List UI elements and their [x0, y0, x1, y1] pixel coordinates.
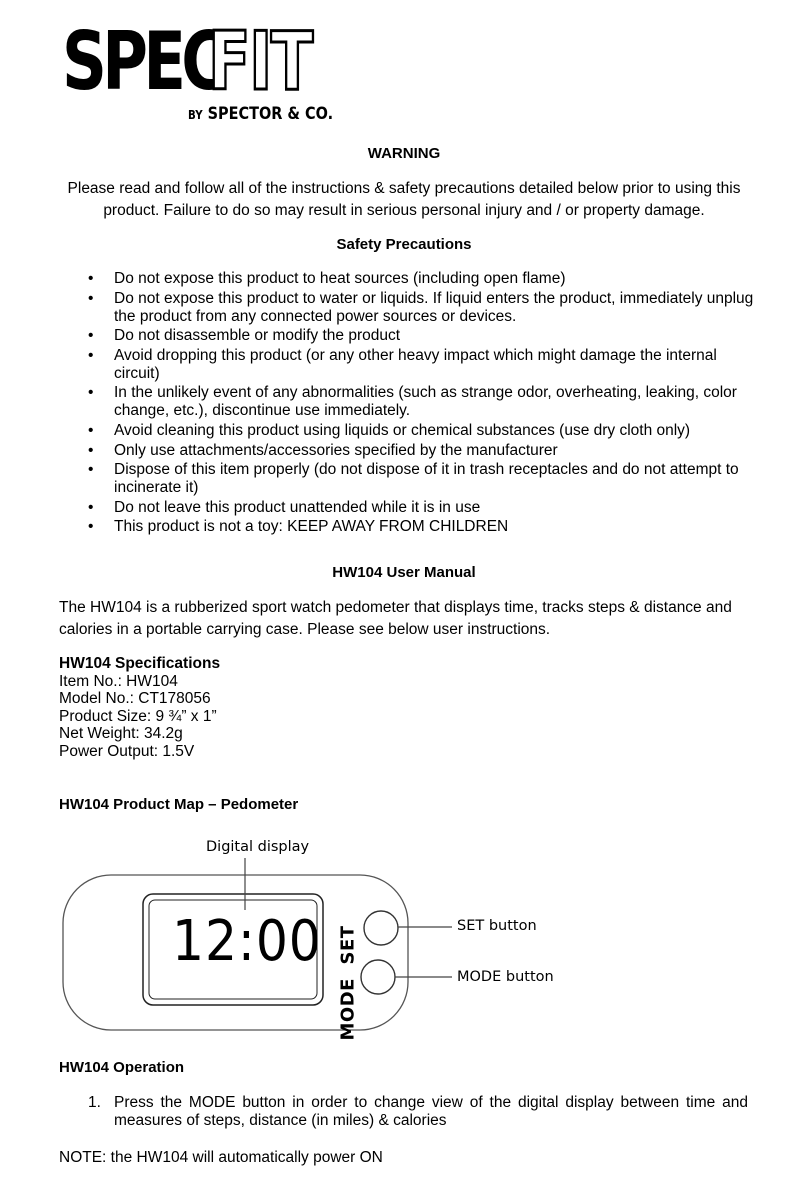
- spec-line: Model No.: CT178056: [59, 690, 211, 708]
- mode-button: [361, 960, 395, 994]
- set-button: [364, 911, 398, 945]
- logo-byline-name: SPECTOR & CO.: [207, 104, 334, 124]
- manual-intro-line-2: calories in a portable carrying case. Please see below user instructions.: [59, 621, 551, 638]
- manual-intro: [59, 597, 759, 641]
- safety-item: • Dispose of this item properly (do not dispose of it in trash receptacles and do not attempt to incinerate it): [80, 461, 760, 497]
- brand-logo: [60, 15, 334, 124]
- safety-item: • Do not expose this product to heat sources (including open flame): [80, 270, 760, 288]
- set-button-label: SET button: [457, 918, 537, 934]
- safety-item: • Only use attachments/accessories specified by the manufacturer: [80, 442, 760, 460]
- digital-display-label: Digital display: [206, 839, 310, 855]
- operation-step-number: 1.: [88, 1094, 101, 1111]
- pedometer-diagram: [0, 830, 808, 1045]
- operation-step-text: Press the MODE button in order to change view of the digital display between time and measures of steps, distance (in miles) & calories: [114, 1094, 748, 1129]
- safety-list: [80, 270, 760, 538]
- manual-intro-line-1: The HW104 is a rubberized sport watch pedometer that displays time, tracks steps & distance and: [59, 599, 732, 616]
- spec-line: Item No.: HW104: [59, 672, 178, 690]
- safety-heading: Safety Precautions: [336, 236, 472, 253]
- operation-note: NOTE: the HW104 will automatically power ON: [59, 1149, 383, 1166]
- logo-byline: [188, 104, 333, 124]
- safety-item: • This product is not a toy: KEEP AWAY FROM CHILDREN: [80, 518, 760, 536]
- warning-heading: WARNING: [367, 145, 441, 162]
- safety-item: • Avoid cleaning this product using liquids or chemical substances (use dry cloth only): [80, 422, 760, 440]
- spec-line: Product Size: 9 ¾” x 1”: [59, 707, 217, 725]
- safety-item: • Do not leave this product unattended while it is in use: [80, 499, 760, 517]
- specs-heading: HW104 Specifications: [59, 655, 221, 672]
- product-map-heading: HW104 Product Map – Pedometer: [59, 796, 299, 813]
- safety-item: • Do not disassemble or modify the product: [80, 327, 760, 345]
- warning-line-2: product. Failure to do so may result in serious personal injury and / or property damage.: [103, 202, 705, 219]
- warning-line-1: Please read and follow all of the instructions & safety precautions detailed below prior to using this: [67, 180, 741, 197]
- safety-item: • In the unlikely event of any abnormalities (such as strange odor, overheating, leaking, color change, etc.), discontinue use immediately.: [80, 384, 760, 420]
- safety-item: • Do not expose this product to water or liquids. If liquid enters the product, immediately unplug the product from any connected power sources or devices.: [80, 290, 760, 326]
- display-time: 12:00: [172, 909, 322, 974]
- specs-lines: [59, 673, 759, 761]
- mode-print: MODE: [337, 978, 359, 1041]
- mode-button-label: MODE button: [457, 969, 554, 985]
- spec-line: Net Weight: 34.2g: [59, 725, 183, 743]
- set-print: SET: [337, 925, 359, 965]
- spec-line: Power Output: 1.5V: [59, 742, 195, 760]
- warning-paragraph: [40, 178, 768, 222]
- safety-item: • Avoid dropping this product (or any other heavy impact which might damage the internal circuit): [80, 347, 760, 383]
- logo-fit-text: FIT: [208, 15, 312, 108]
- operation-heading: HW104 Operation: [59, 1059, 185, 1076]
- button-print: [333, 902, 359, 1041]
- manual-heading: HW104 User Manual: [332, 564, 476, 581]
- logo-by-small: BY: [188, 108, 203, 122]
- specs-block: [59, 655, 759, 761]
- logo-spec-text: SPEC: [62, 15, 223, 108]
